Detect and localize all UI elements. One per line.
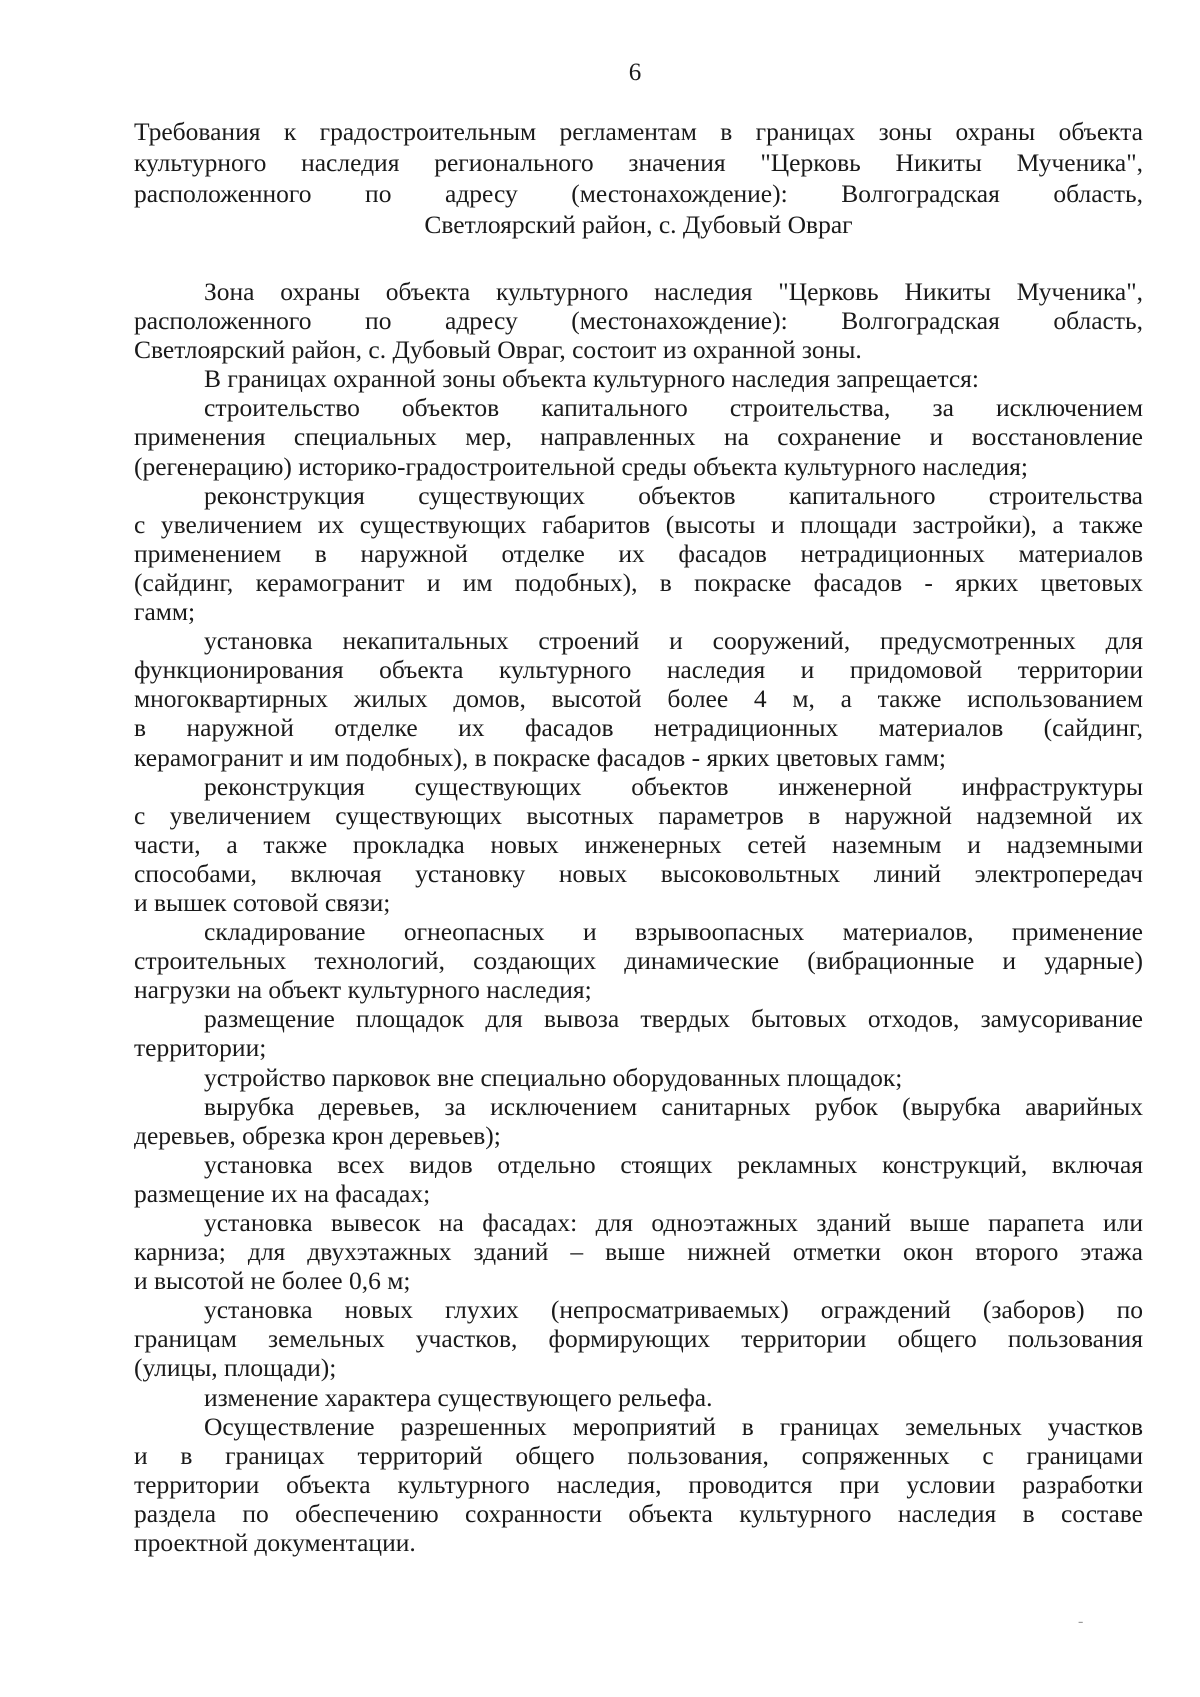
paragraph-item-6 — [134, 1004, 1143, 1062]
text-line: реконструкция существующих объектов капитального строительства — [204, 480, 1143, 510]
text-line: раздела по обеспечению сохранности объекта культурного наследия в составе — [134, 1498, 1143, 1528]
text-line: складирование огнеопасных и взрывоопасных материалов, применение — [204, 917, 1143, 947]
text-line: размещение площадок для вывоза твердых бытовых отходов, замусоривание — [204, 1004, 1143, 1034]
heading-line: Светлоярский район, с. Дубовый Овраг — [424, 210, 853, 239]
text-line: функционирования объекта культурного наследия и придомовой территории — [134, 655, 1143, 685]
text-line: изменение характера существующего рельефа. — [204, 1382, 713, 1412]
text-line: и в границах территорий общего пользования, сопряженных с границами — [134, 1440, 1143, 1470]
text-line: установка всех видов отдельно стоящих рекламных конструкций, включая — [204, 1149, 1143, 1179]
text-line: размещение их на фасадах; — [134, 1178, 431, 1208]
text-line: устройство парковок вне специально оборудованных площадок; — [204, 1062, 903, 1092]
paragraph-item-4 — [134, 772, 1143, 917]
text-line: Осуществление разрешенных мероприятий в границах земельных участков — [204, 1411, 1143, 1441]
paragraph-item-8 — [134, 1092, 1143, 1150]
text-line: строительных технологий, создающих динамические (вибрационные и ударные) — [134, 946, 1143, 976]
text-line: и высотой не более 0,6 м; — [134, 1266, 411, 1296]
text-line: реконструкция существующих объектов инженерной инфраструктуры — [204, 771, 1143, 801]
text-line: части, а также прокладка новых инженерных сетей наземным и надземными — [134, 829, 1143, 859]
paragraph-item-3 — [134, 626, 1143, 771]
text-line: применения специальных мер, направленных на сохранение и восстановление — [134, 422, 1143, 452]
text-line: с увеличением существующих высотных параметров в наружной надземной их — [134, 800, 1143, 830]
text-line: проектной документации. — [134, 1528, 416, 1558]
heading-line: расположенного по адресу (местонахождение): Волгоградская область, — [134, 179, 1143, 208]
paragraph-intro — [134, 277, 1143, 364]
text-line: нагрузки на объект культурного наследия; — [134, 975, 592, 1005]
paragraph-item-9 — [134, 1150, 1143, 1208]
text-line: Зона охраны объекта культурного наследия "Церковь Никиты Мученика", — [204, 277, 1143, 306]
text-line: и вышек сотовой связи; — [134, 887, 391, 917]
text-line: расположенного по адресу (местонахождение): Волгоградская область, — [134, 306, 1143, 336]
text-line: керамогранит и им подобных), в покраске фасадов - ярких цветовых гамм; — [134, 742, 946, 772]
text-line: В границах охранной зоны объекта культурного наследия запрещается: — [204, 364, 979, 394]
text-line: деревьев, обрезка крон деревьев); — [134, 1120, 501, 1150]
text-line: установка новых глухих (непросматриваемых) ограждений (заборов) по — [204, 1295, 1143, 1325]
text-line: многоквартирных жилых домов, высотой более 4 м, а также использованием — [134, 684, 1143, 714]
text-line: вырубка деревьев, за исключением санитарных рубок (вырубка аварийных — [204, 1091, 1143, 1121]
text-line: (улицы, площади); — [134, 1353, 337, 1383]
document-heading — [134, 116, 1143, 240]
text-line: территории объекта культурного наследия, проводится при условии разработки — [134, 1469, 1143, 1499]
paragraph-item-2 — [134, 481, 1143, 626]
paragraph-item-11 — [134, 1295, 1143, 1382]
text-line: гамм; — [134, 597, 196, 627]
paragraph-closing — [134, 1412, 1143, 1557]
text-line: Светлоярский район, с. Дубовый Овраг, состоит из охранной зоны. — [134, 335, 862, 365]
text-line: строительство объектов капитального строительства, за исключением — [204, 393, 1143, 423]
text-line: применением в наружной отделке их фасадов нетрадиционных материалов — [134, 538, 1143, 568]
text-line: установка некапитальных строений и сооружений, предусмотренных для — [204, 626, 1143, 656]
paragraph-item-1 — [134, 393, 1143, 480]
paragraph-item-5 — [134, 917, 1143, 1004]
text-line: способами, включая установку новых высоковольтных линий электропередач — [134, 858, 1143, 888]
text-line: с увеличением их существующих габаритов (высоты и площади застройки), а также — [134, 509, 1143, 539]
text-line: (регенерацию) историко-градостроительной среды объекта культурного наследия; — [134, 451, 1028, 481]
text-line: (сайдинг, керамогранит и им подобных), в покраске фасадов - ярких цветовых — [134, 567, 1143, 597]
heading-line: культурного наследия регионального значения "Церковь Никиты Мученика", — [134, 148, 1143, 177]
text-line: карниза; для двухэтажных зданий – выше нижней отметки окон второго этажа — [134, 1237, 1143, 1267]
paragraph-prohibited-lead — [134, 364, 1143, 393]
paragraph-item-12 — [134, 1383, 1143, 1412]
footer-mark: - — [1078, 1613, 1084, 1630]
text-line: территории; — [134, 1033, 267, 1063]
document-body — [134, 277, 1143, 1557]
text-line: установка вывесок на фасадах: для одноэтажных зданий выше парапета или — [204, 1208, 1143, 1237]
text-line: границам земельных участков, формирующих территории общего пользования — [134, 1324, 1143, 1354]
paragraph-item-10 — [134, 1208, 1143, 1295]
text-line: в наружной отделке их фасадов нетрадиционных материалов (сайдинг, — [134, 713, 1143, 743]
paragraph-item-7 — [134, 1063, 1143, 1092]
page-number: 6 — [628, 59, 642, 86]
heading-line: Требования к градостроительным регламентам в границах зоны охраны объекта — [134, 117, 1143, 146]
